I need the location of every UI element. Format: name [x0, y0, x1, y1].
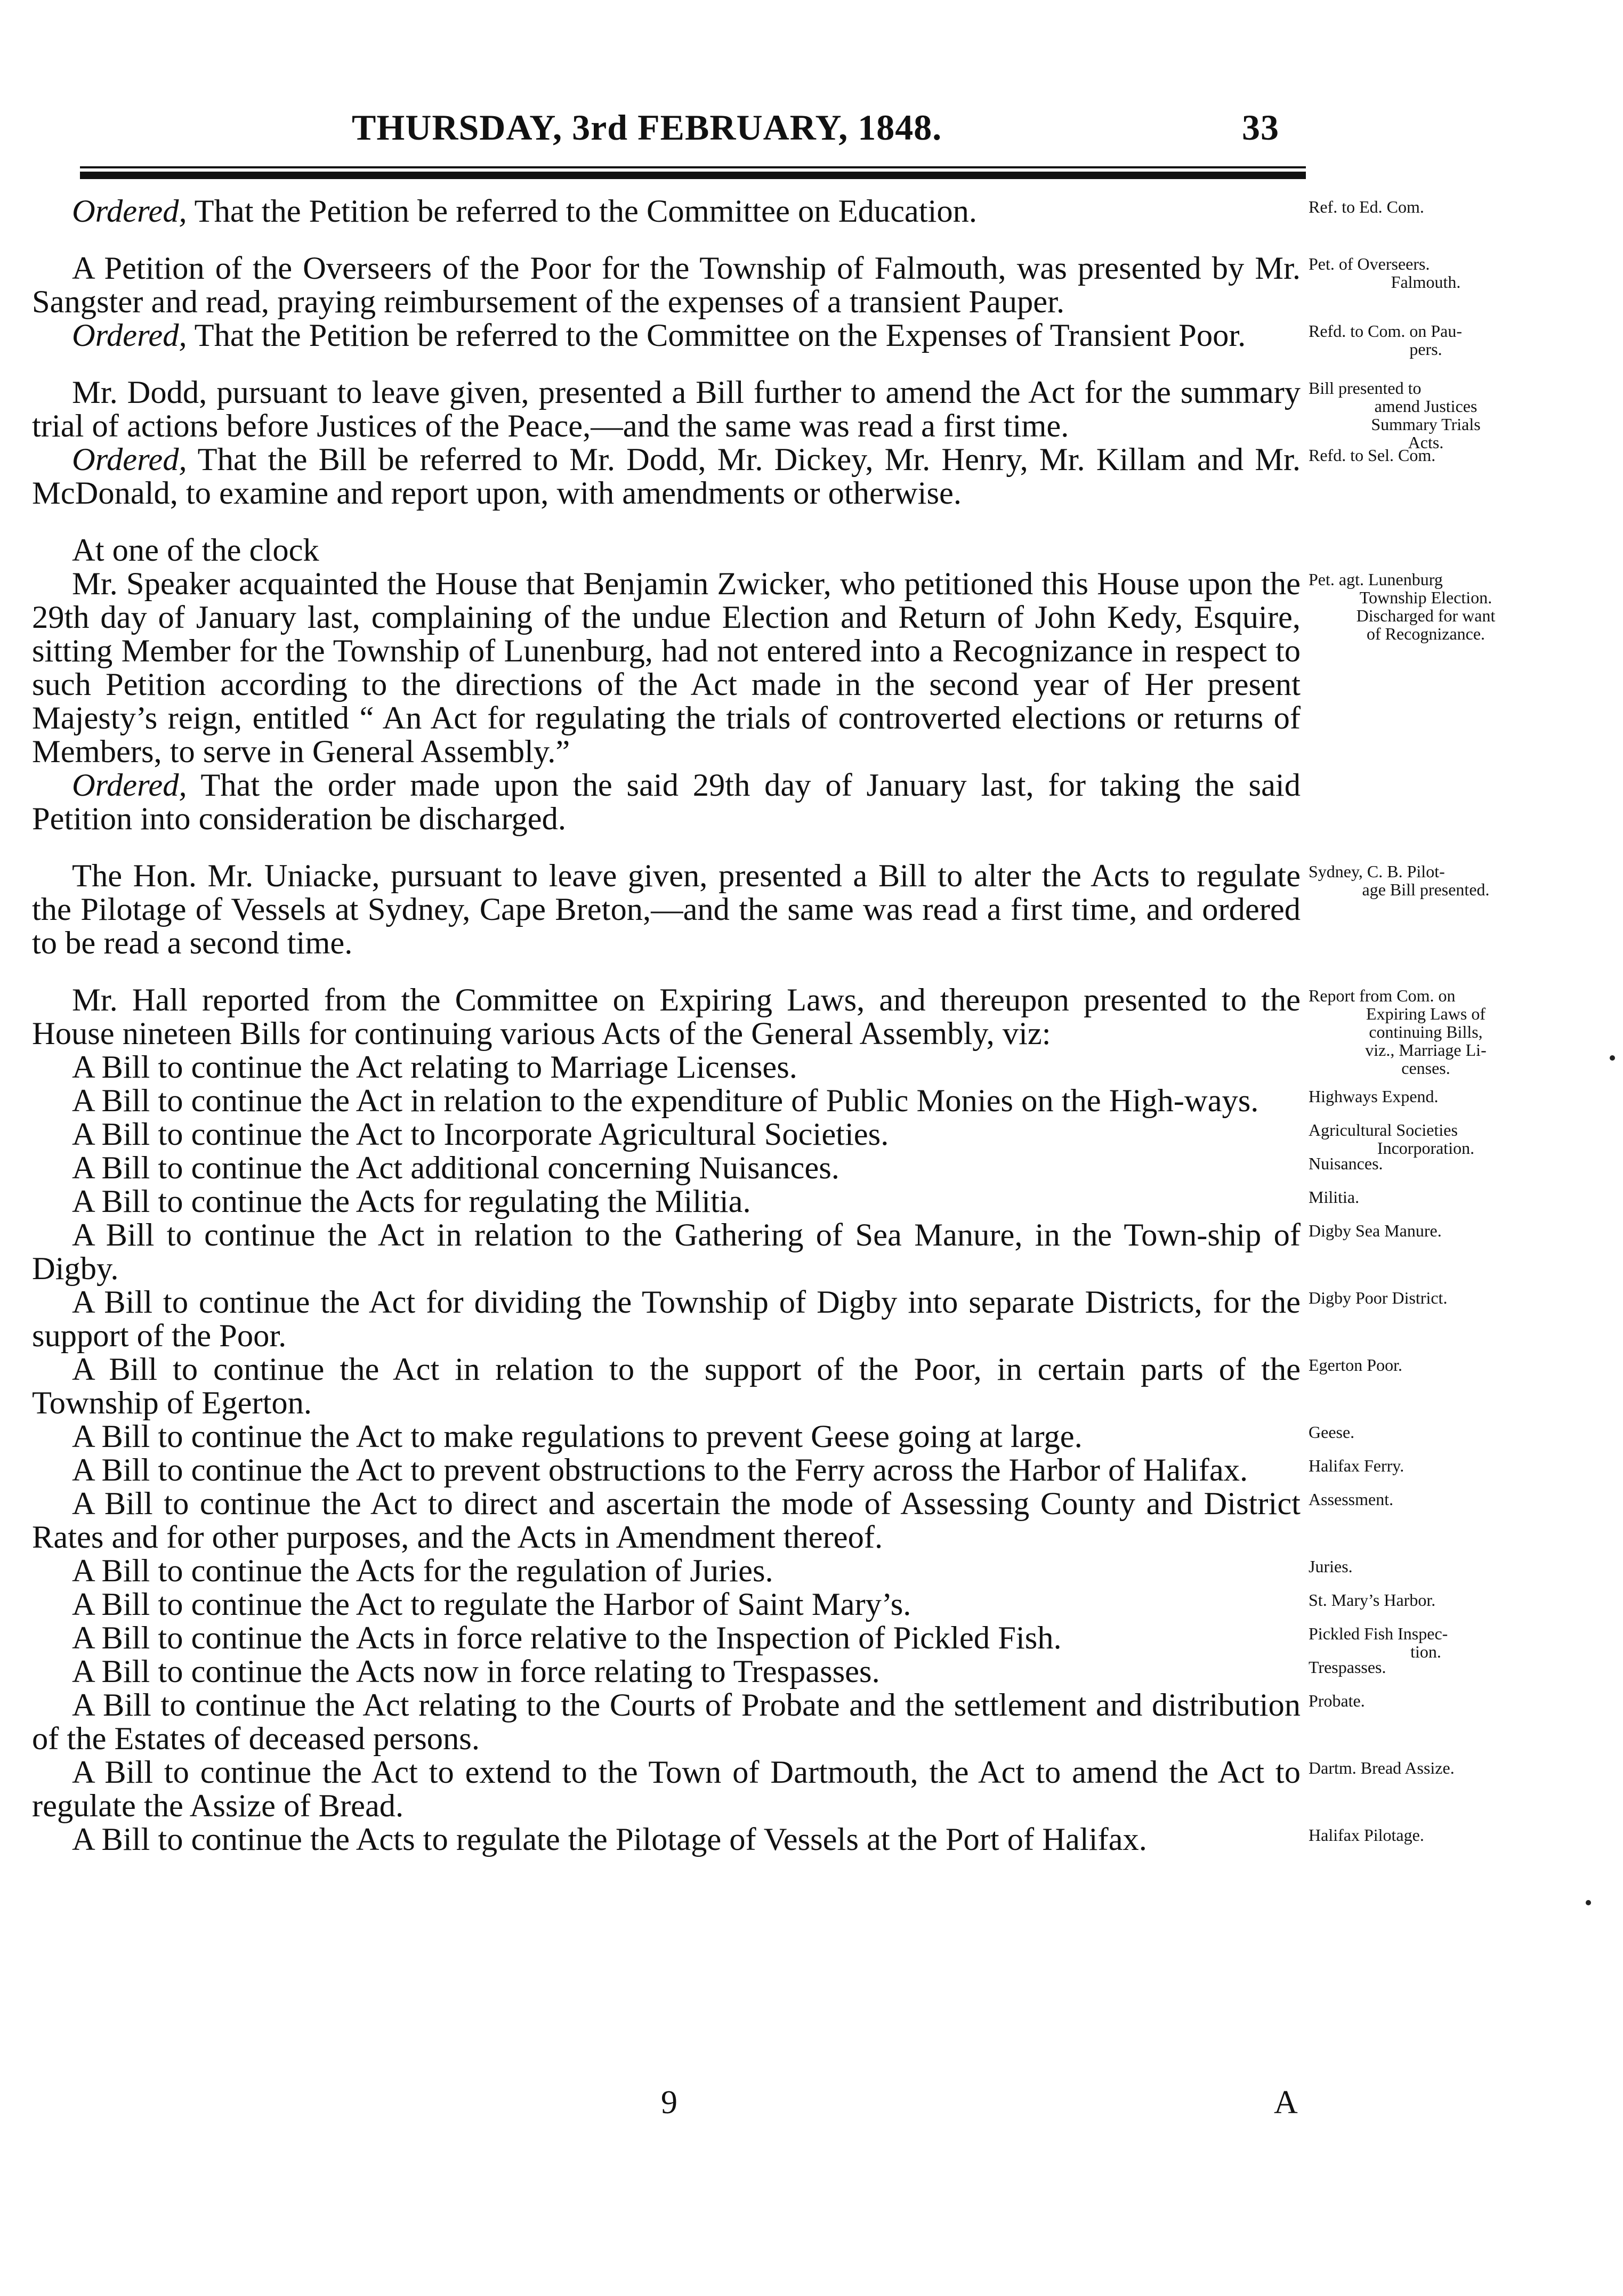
paragraph: [32, 1419, 1355, 1454]
margin-note-line: Pet. of Overseers.: [1309, 254, 1430, 273]
margin-note: [1309, 198, 1543, 216]
paragraph-lead: Ordered,: [72, 318, 187, 353]
paragraph-text: A Petition of the Overseers of the Poor for the Township of Falmouth, was presented by Mr. Sangster and read, praying reimbursement of the expenses of a transient Pauper.: [32, 250, 1301, 320]
margin-note-line: Digby Poor District.: [1309, 1288, 1448, 1307]
paragraph-text: A Bill to continue the Acts to regulate the Pilotage of Vessels at the Port of Halifax.: [72, 1822, 1147, 1857]
paragraph: [32, 442, 1436, 511]
margin-note: [1309, 322, 1543, 358]
margin-note-line: Township Election.: [1359, 588, 1492, 607]
margin-note: [1309, 862, 1543, 899]
paragraph-text: The Hon. Mr. Uniacke, pursuant to leave given, presented a Bill to alter the Acts to regulate the Pilotage of Vessels at Sydney, Cape Breton,—and the same was read a first time, and ordered to be read a second time.: [32, 858, 1301, 961]
margin-note: [1309, 1423, 1543, 1441]
paragraph: [32, 1083, 1439, 1119]
margin-note: [1309, 1222, 1543, 1240]
paragraph-text: Mr. Dodd, pursuant to leave given, presented a Bill further to amend the Act for the summary trial of actions before Justices of the Peace,—and the same was read a first time.: [32, 375, 1301, 444]
paragraph: [32, 1050, 1301, 1084]
paragraph-text: That the Petition be referred to the Committee on Education.: [187, 193, 978, 229]
paragraph-text: That the Bill be referred to Mr. Dodd, Mr. Dickey, Mr. Henry, Mr. Killam and Mr. McDonald, to examine and report upon, with amendments or otherwise.: [32, 442, 1301, 511]
margin-note: [1309, 1356, 1543, 1374]
margin-note-line: Sydney, C. B. Pilot-: [1309, 862, 1445, 881]
margin-note-line: Refd. to Com. on Pau-: [1309, 321, 1462, 341]
margin-note-line: Incorporation.: [1377, 1138, 1475, 1158]
paragraph-text: A Bill to continue the Act relating to the Courts of Probate and the settlement and distribution of the Estates of deceased persons.: [32, 1687, 1301, 1757]
paragraph-text: At one of the clock: [72, 532, 319, 568]
paragraph-text: A Bill to continue the Acts in force relative to the Inspection of Pickled Fish.: [72, 1620, 1062, 1656]
margin-note-line: Pet. agt. Lunenburg: [1309, 570, 1443, 589]
margin-note-line: Dartm. Bread Assize.: [1309, 1758, 1455, 1777]
margin-note-line: Assessment.: [1309, 1490, 1394, 1509]
margin-note-line: Juries.: [1309, 1557, 1353, 1576]
margin-note-line: Discharged for want: [1356, 606, 1496, 625]
paragraph: [32, 858, 1490, 961]
margin-note-line: Geese.: [1309, 1422, 1355, 1442]
margin-note: [1309, 1692, 1543, 1710]
paragraph: [32, 769, 1301, 836]
margin-note: [1309, 1188, 1543, 1206]
margin-note: [1309, 1490, 1543, 1508]
paragraph: [32, 1352, 1402, 1421]
paragraph: [32, 318, 1462, 359]
margin-note-line: St. Mary’s Harbor.: [1309, 1590, 1436, 1610]
margin-note: [1309, 1759, 1543, 1777]
margin-note: [1309, 1087, 1543, 1105]
paragraph: [32, 1755, 1455, 1824]
paragraph-text: Mr. Speaker acquainted the House that Benjamin Zwicker, who petitioned this House upon the 29th day of January last, complaining of the undue Election and Return of John Kedy, Esquire, sitting Member for the Township of Lunenburg, had not entered into a Recognizance in respect to such Petition according to the directions of the Act made in the second year of Her present Majesty’s reign, entitled “ An Act for regulating the trials of controverted elections or returns of Members, to serve in General Assembly.”: [32, 566, 1301, 770]
margin-note: [1309, 1658, 1543, 1676]
margin-note: [1309, 1591, 1543, 1609]
paragraph-text: A Bill to continue the Act to direct and ascertain the mode of Assessing County and District Rates and for other purposes, and the Acts in Amendment thereof.: [32, 1486, 1301, 1555]
margin-note-line: age Bill presented.: [1362, 880, 1490, 899]
paragraph: [32, 1654, 1386, 1689]
paragraph-text: A Bill to continue the Act in relation to the expenditure of Public Monies on the High-ways.: [72, 1083, 1259, 1119]
paragraph: [32, 533, 1301, 567]
margin-note-line: Falmouth.: [1391, 272, 1461, 292]
margin-note-line: Acts.: [1408, 433, 1444, 452]
margin-note: [1309, 1289, 1543, 1307]
paragraph-lead: Ordered,: [72, 767, 187, 803]
paragraph: [32, 1687, 1365, 1757]
paragraph: [32, 1184, 1360, 1219]
margin-note-line: Refd. to Sel. Com.: [1309, 446, 1436, 465]
journal-body: [32, 193, 1496, 1857]
paragraph-lead: Ordered,: [72, 442, 187, 478]
paragraph: [32, 1553, 1353, 1589]
paragraph: [32, 1822, 1424, 1857]
paragraph-text: A Bill to continue the Act to make regulations to prevent Geese going at large.: [72, 1419, 1083, 1454]
paragraph-text: A Bill to continue the Act additional concerning Nuisances.: [72, 1150, 839, 1186]
paragraph-text: That the order made upon the said 29th day of January last, for taking the said Petition into consideration be discharged.: [32, 767, 1301, 837]
margin-note-line: Expiring Laws of: [1366, 1004, 1485, 1023]
margin-note-line: Nuisances.: [1309, 1154, 1383, 1173]
margin-note-line: viz., Marriage Li-: [1365, 1040, 1487, 1060]
paragraph-text: A Bill to continue the Acts for regulating the Militia.: [72, 1184, 751, 1219]
signature-letter: A: [1274, 2084, 1298, 2121]
margin-note: [1309, 1557, 1543, 1575]
margin-note: [1309, 255, 1543, 291]
paragraph-text: Mr. Hall reported from the Committee on Expiring Laws, and thereupon presented to the House nineteen Bills for continuing various Acts of the General Assembly, viz:: [32, 982, 1301, 1052]
paragraph-text: A Bill to continue the Act to extend to the Town of Dartmouth, the Act to amend the Act to regulate the Assize of Bread.: [32, 1755, 1301, 1824]
margin-note-line: censes.: [1401, 1058, 1450, 1078]
margin-note-line: Halifax Ferry.: [1309, 1456, 1404, 1475]
margin-note-line: pers.: [1409, 339, 1442, 359]
paragraph: [32, 375, 1481, 452]
margin-note-line: Pickled Fish Inspec-: [1309, 1624, 1448, 1643]
margin-note-line: Digby Sea Manure.: [1309, 1221, 1442, 1240]
margin-note: [1309, 1457, 1543, 1475]
header-rule-thick: [80, 172, 1306, 179]
margin-note: [1309, 446, 1543, 464]
paragraph-text: A Bill to continue the Act for dividing the Township of Digby into separate Districts, for the support of the Poor.: [32, 1284, 1301, 1354]
paragraph-text: A Bill to continue the Act in relation to the support of the Poor, in certain parts of the Township of Egerton.: [32, 1352, 1301, 1421]
margin-note: [1309, 1154, 1543, 1173]
paragraph: [32, 193, 1424, 229]
paragraph-text: A Bill to continue the Act relating to Marriage Licenses.: [72, 1049, 797, 1085]
margin-note: [1309, 1121, 1543, 1157]
running-header: [352, 101, 1279, 149]
margin-note: [1309, 1826, 1543, 1844]
page-footer: [0, 2084, 1623, 2127]
paragraph-text: A Bill to continue the Act to prevent obstructions to the Ferry across the Harbor of Halifax.: [72, 1452, 1248, 1488]
margin-note-line: Ref. to Ed. Com.: [1309, 197, 1424, 216]
margin-note-line: amend Justices: [1374, 397, 1477, 416]
paragraph-lead: Ordered,: [72, 193, 187, 229]
paragraph-text: A Bill to continue the Act in relation to the Gathering of Sea Manure, in the Town-ship of Digby.: [32, 1217, 1301, 1287]
paragraph: [32, 1587, 1436, 1622]
margin-note-line: Halifax Pilotage.: [1309, 1825, 1424, 1845]
margin-note: [1309, 1624, 1543, 1661]
signature-number: 9: [661, 2084, 677, 2121]
paragraph-text: A Bill to continue the Acts now in force relating to Trespasses.: [72, 1654, 880, 1689]
paragraph: [32, 1620, 1448, 1661]
header-title: THURSDAY, 3rd FEBRUARY, 1848.: [352, 107, 942, 148]
margin-dot: [1586, 1900, 1591, 1905]
paragraph: [32, 250, 1461, 320]
margin-note-line: tion.: [1410, 1642, 1441, 1661]
page-number: 33: [1242, 107, 1279, 148]
margin-note-line: Report from Com. on: [1309, 986, 1456, 1005]
margin-note-line: Probate.: [1309, 1691, 1365, 1710]
paragraph-text: A Bill to continue the Acts for the regulation of Juries.: [72, 1553, 773, 1589]
paragraph: [32, 1217, 1442, 1287]
paragraph: [32, 1452, 1404, 1488]
margin-note-line: Trespasses.: [1309, 1658, 1386, 1677]
paragraph: [32, 1150, 1383, 1186]
margin-note-line: Bill presented to: [1309, 378, 1422, 398]
margin-dot: [1610, 1055, 1615, 1061]
paragraph: [32, 1117, 1475, 1158]
paragraph-text: A Bill to continue the Act to Incorporate Agricultural Societies.: [72, 1117, 889, 1152]
margin-note: [1309, 987, 1543, 1077]
margin-note-line: Egerton Poor.: [1309, 1355, 1402, 1375]
paragraph: [32, 1486, 1394, 1555]
paragraph-text: A Bill to continue the Act to regulate the Harbor of Saint Mary’s.: [72, 1587, 911, 1622]
header-rule-thin: [80, 166, 1306, 168]
paragraph: [32, 1284, 1448, 1354]
margin-note-line: of Recognizance.: [1366, 624, 1485, 643]
margin-note: [1309, 379, 1543, 451]
margin-note-line: Highways Expend.: [1309, 1087, 1439, 1106]
margin-note-line: Militia.: [1309, 1187, 1360, 1207]
margin-note-line: continuing Bills,: [1369, 1022, 1483, 1041]
paragraph-text: That the Petition be referred to the Committee on the Expenses of Transient Poor.: [187, 318, 1246, 353]
margin-note-line: Summary Trials: [1371, 415, 1481, 434]
margin-note: [1309, 570, 1543, 643]
margin-note-line: Agricultural Societies: [1309, 1120, 1458, 1139]
paragraph: [32, 566, 1496, 770]
